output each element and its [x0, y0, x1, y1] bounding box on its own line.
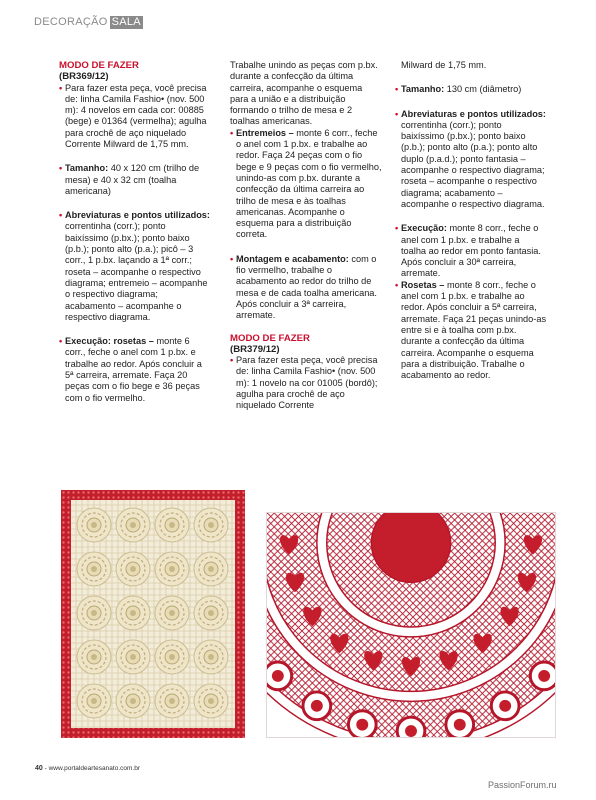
abbr-label: Abreviaturas e pontos utilizados:	[401, 108, 546, 119]
section-title: MODO DE FAZER	[59, 60, 139, 71]
doily-photo	[266, 512, 556, 738]
abbr-text: correntinha (corr.); ponto baixíssimo (p.bx.); ponto baixo (p.b.); ponto alto (p.a.); ponto alto duplo (p.a.d.); ponto fantasia – acompanhe o respectivo diagrama; roseta – acompanhe o respectivo diagrama; acabamento – acompanhe o respectivo diagrama.	[401, 119, 545, 209]
montagem-text: com o fio vermelho, trabalhe o acabamento ao redor do trilho de mesa e de cada toalha americana. Após concluir a 3ª carreira, arremate.	[236, 253, 377, 321]
rosetas-label: Rosetas –	[401, 279, 445, 290]
bullet-icon: •	[230, 127, 234, 138]
text-column-2	[230, 60, 382, 412]
list-item	[395, 280, 547, 382]
bullet-icon: •	[395, 108, 399, 119]
size-label: Tamanho:	[401, 84, 445, 95]
list-item	[395, 109, 547, 211]
placemat-photo	[61, 490, 245, 738]
list-item	[395, 84, 547, 95]
bullet-icon: •	[59, 336, 63, 347]
montagem-label: Montagem e acabamento:	[236, 253, 349, 264]
pattern-code: (BR369/12)	[59, 71, 109, 82]
list-item	[230, 355, 382, 411]
list-item	[59, 163, 211, 197]
exec-text: monte 6 corr., feche o anel com 1 p.bx. e trabalhe ao redor. Após concluir a 5ª carreira, arremate. Faça 20 peças com o fio bege e 36 peças com o fio vermelho.	[65, 336, 202, 403]
bullet-icon: •	[230, 253, 234, 264]
list-item	[230, 254, 382, 322]
bullet-icon: •	[395, 223, 399, 234]
exec-text: monte 8 corr., feche o anel com 1 p.bx. e trabalhe a toalha ao redor em ponto fantasia. Após concluir a 30ª carreira, arremate.	[401, 223, 541, 279]
materials-text: Para fazer esta peça, você precisa de: linha Camila Fashio• (nov. 500 m): 4 novelos em cada cor: 00885 (bege) e 01364 (vermelha); agulha para crochê de aço niquelado Corrente Milward de 1,75 mm.	[65, 82, 207, 149]
continued-text: Milward de 1,75 mm.	[401, 60, 487, 70]
page-footer	[35, 765, 140, 772]
size-text: 40 x 120 cm (trilho de mesa) e 40 x 32 cm (toalha americana)	[65, 163, 200, 196]
continued-text: Trabalhe unindo as peças com p.bx. durante a confecção da última carreira, acompanhe o esquema para a união e a distribuição formando o trilho de mesa e 2 toalhas americanas.	[230, 60, 378, 127]
bullet-icon: •	[59, 163, 63, 174]
materials-text: Para fazer esta peça, você precisa de: linha Camila Fashio• (nov. 500 m): 1 novelo na cor 01005 (bordô); agulha para crochê de aço niquelado Corrente	[236, 355, 378, 411]
list-item	[395, 223, 547, 279]
bullet-icon: •	[395, 84, 399, 95]
entremeio-text: monte 6 corr., feche o anel com 1 p.bx. e trabalhe ao redor. Faça 24 peças com o fio bege e 9 peças com o fio vermelho, unindo-as com p.bx. durante a confecção da última carreira ao trilho de mesa e às toalhas americanas. Acompanhe o esquema para a distribuição correta.	[236, 127, 382, 240]
text-column-3	[395, 60, 547, 381]
page-number: 40	[35, 765, 43, 772]
section-label: DECORAÇÃO	[34, 16, 108, 28]
section-header	[34, 15, 143, 29]
list-item	[59, 336, 211, 404]
bullet-icon: •	[395, 279, 399, 290]
size-text: 130 cm (diâmetro)	[446, 84, 522, 95]
bullet-icon: •	[59, 210, 63, 221]
entremeio-label: Entremeios –	[236, 127, 294, 138]
list-item	[59, 83, 211, 151]
size-label: Tamanho:	[65, 163, 109, 174]
footer-url: - www.portaldeartesanato.com.br	[44, 765, 140, 772]
subsection-label: SALA	[111, 15, 141, 28]
text-column-1	[59, 60, 211, 404]
list-item	[59, 210, 211, 323]
rosetas-text: monte 8 corr., feche o anel com 1 p.bx. e trabalhe ao redor. Após concluir a 5ª carreira, arremate. Faça 21 peças unindo-as entre si e à toalha com p.bx. durante a confecção da última carreira. Acompanhe o esquema para a distribuição. Trabalhe o acabamento ao redor.	[401, 279, 547, 381]
watermark-text: PassionForum.ru	[488, 780, 557, 790]
pattern-code: (BR379/12)	[230, 343, 280, 355]
section-title: MODO DE FAZER	[230, 332, 310, 344]
exec-label: Execução: rosetas –	[65, 336, 154, 347]
list-item	[230, 128, 382, 241]
abbr-label: Abreviaturas e pontos utilizados:	[65, 210, 210, 221]
bullet-icon: •	[59, 82, 63, 93]
abbr-text: correntinha (corr.); ponto baixíssimo (p.bx.); ponto baixo (p.b.); ponto alto (p.a.); picô – 3 corr., 1 p.bx. laçando a 1ª corr.; roseta – acompanhe o respectivo diagrama; entremeio – acompanhe o respectivo diagrama; acabamento – acompanhe o respectivo diagrama.	[65, 221, 208, 322]
exec-label: Execução:	[401, 223, 447, 234]
bullet-icon: •	[230, 355, 234, 366]
